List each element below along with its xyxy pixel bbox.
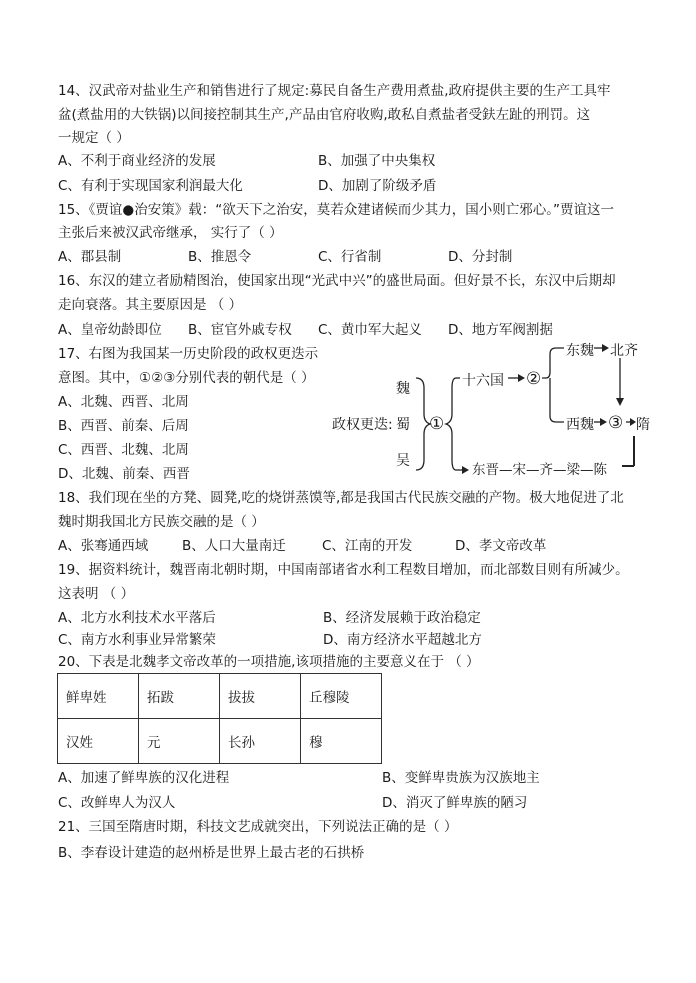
q15-option-b[interactable]: B、推恩令 <box>188 249 252 265</box>
table-cell: 丘穆陵 <box>301 674 382 719</box>
q16-option-c[interactable]: C、黄巾军大起义 <box>318 322 422 338</box>
table-cell: 汉姓 <box>58 719 139 764</box>
q16-option-d[interactable]: D、地方军阀割据 <box>448 322 553 338</box>
state-wu: 吴 <box>396 453 410 469</box>
table-row <box>58 674 382 719</box>
q15-option-c[interactable]: C、行省制 <box>318 249 382 265</box>
table-cell: 长孙 <box>220 719 301 764</box>
table-cell: 元 <box>139 719 220 764</box>
q16-line-1: 16、东汉的建立者励精图治，使国家出现“光武中兴”的盛世局面。但好景不长，东汉中后期却 <box>58 273 616 289</box>
q21-line-1: 21、三国至隋唐时期，科技文艺成就突出，下列说法正确的是（ ） <box>58 819 458 835</box>
q18-option-c[interactable]: C、江南的开发 <box>322 538 413 554</box>
q16-option-b[interactable]: B、宦官外戚专权 <box>188 322 292 338</box>
q14-option-a[interactable]: A、不利于商业经济的发展 <box>58 153 216 169</box>
q14-option-c[interactable]: C、有利于实现国家利润最大化 <box>58 178 243 194</box>
table-row <box>58 719 382 764</box>
q16-line-2: 走向衰落。其主要原因是 （ ） <box>58 297 243 313</box>
marker-2: ② <box>526 369 542 389</box>
east-wei: 东魏 <box>566 343 594 359</box>
diagram-label: 政权更迭: <box>332 417 393 433</box>
q20-option-c[interactable]: C、改鲜卑人为汉人 <box>58 795 176 811</box>
surname-table <box>57 673 382 764</box>
q18-option-d[interactable]: D、孝文帝改革 <box>455 538 547 554</box>
q20-option-a[interactable]: A、加速了鲜卑族的汉化进程 <box>58 770 230 786</box>
dynasty-diagram <box>328 338 648 483</box>
q14-line-2: 盆(煮盐用的大铁锅)以间接控制其生产,产品由官府收购,敢私自煮盐者受鈇左趾的刑罚。这 <box>58 107 591 123</box>
marker-1: ① <box>429 414 445 434</box>
q16-option-a[interactable]: A、皇帝幼龄即位 <box>58 322 162 338</box>
q21-option-b[interactable]: B、李春设计建造的赵州桥是世界上最古老的石拱桥 <box>58 845 365 861</box>
q14-line-1: 14、汉武帝对盐业生产和销售进行了规定:募民自备生产费用煮盐,政府提供主要的生产工具牢 <box>58 83 611 99</box>
north-qi: 北齐 <box>610 343 638 359</box>
table-cell: 鲜卑姓 <box>58 674 139 719</box>
q17-option-c[interactable]: C、西晋、北魏、北周 <box>58 442 189 458</box>
q18-option-b[interactable]: B、人口大量南迁 <box>182 538 286 554</box>
table-cell: 拔拔 <box>220 674 301 719</box>
state-wei: 魏 <box>396 381 410 397</box>
q14-option-b[interactable]: B、加强了中央集权 <box>318 153 436 169</box>
q17-option-b[interactable]: B、西晋、前秦、后周 <box>58 418 189 434</box>
q19-option-a[interactable]: A、北方水利技术水平落后 <box>58 610 216 626</box>
q15-option-a[interactable]: A、郡县制 <box>58 249 122 265</box>
west-wei: 西魏 <box>566 417 594 433</box>
q14-line-3: 一规定（ ） <box>58 130 130 146</box>
q20-option-b[interactable]: B、变鲜卑贵族为汉族地主 <box>382 770 540 786</box>
q18-line-1: 18、我们现在坐的方凳、圆凳,吃的烧饼蒸馍等,都是我国古代民族交融的产物。极大地促进了北 <box>58 490 624 506</box>
q19-option-d[interactable]: D、南方经济水平超越北方 <box>323 632 482 648</box>
q18-option-a[interactable]: A、张骞通西域 <box>58 538 149 554</box>
q20-line-1: 20、下表是北魏孝文帝改革的一项措施,该项措施的主要意义在于 （ ） <box>58 654 480 670</box>
q15-option-d[interactable]: D、分封制 <box>448 249 513 265</box>
q15-line-1: 15、《贾谊●治安策》载：“欲天下之治安，莫若众建诸候而少其力，国小则亡邪心。”贾谊这一 <box>58 202 614 218</box>
q18-line-2: 魏时期我国北方民族交融的是（ ） <box>58 514 265 530</box>
q17-option-a[interactable]: A、北魏、西晋、北周 <box>58 394 189 410</box>
q20-option-d[interactable]: D、消灭了鲜卑族的陋习 <box>382 795 528 811</box>
q14-option-d[interactable]: D、加剧了阶级矛盾 <box>318 178 437 194</box>
q19-option-c[interactable]: C、南方水利事业异常繁荣 <box>58 632 216 648</box>
southern-dynasties-chain: 东晋—宋—齐—梁—陈 <box>472 462 607 478</box>
q17-option-d[interactable]: D、北魏、前秦、西晋 <box>58 466 190 482</box>
state-shu: 蜀 <box>396 417 410 433</box>
q19-line-1: 19、据资料统计，魏晋南北朝时期，中国南部诸省水利工程数目增加，而北部数目则有所减少。 <box>58 562 629 578</box>
q19-option-b[interactable]: B、经济发展赖于政治稳定 <box>323 610 481 626</box>
q15-line-2: 主张后来被汉武帝继承， 实行了（ ） <box>58 225 283 241</box>
sui: 隋 <box>636 417 650 433</box>
marker-3: ③ <box>608 413 624 433</box>
q19-line-2: 这表明 （ ） <box>58 586 135 602</box>
sixteen-kingdoms: 十六国 <box>462 373 504 389</box>
q17-line-1: 17、右图为我国某一历史阶段的政权更迭示 <box>58 346 319 362</box>
q17-line-2: 意图。其中，①②③分别代表的朝代是（ ） <box>58 370 315 386</box>
table-cell: 穆 <box>301 719 382 764</box>
table-cell: 拓跋 <box>139 674 220 719</box>
